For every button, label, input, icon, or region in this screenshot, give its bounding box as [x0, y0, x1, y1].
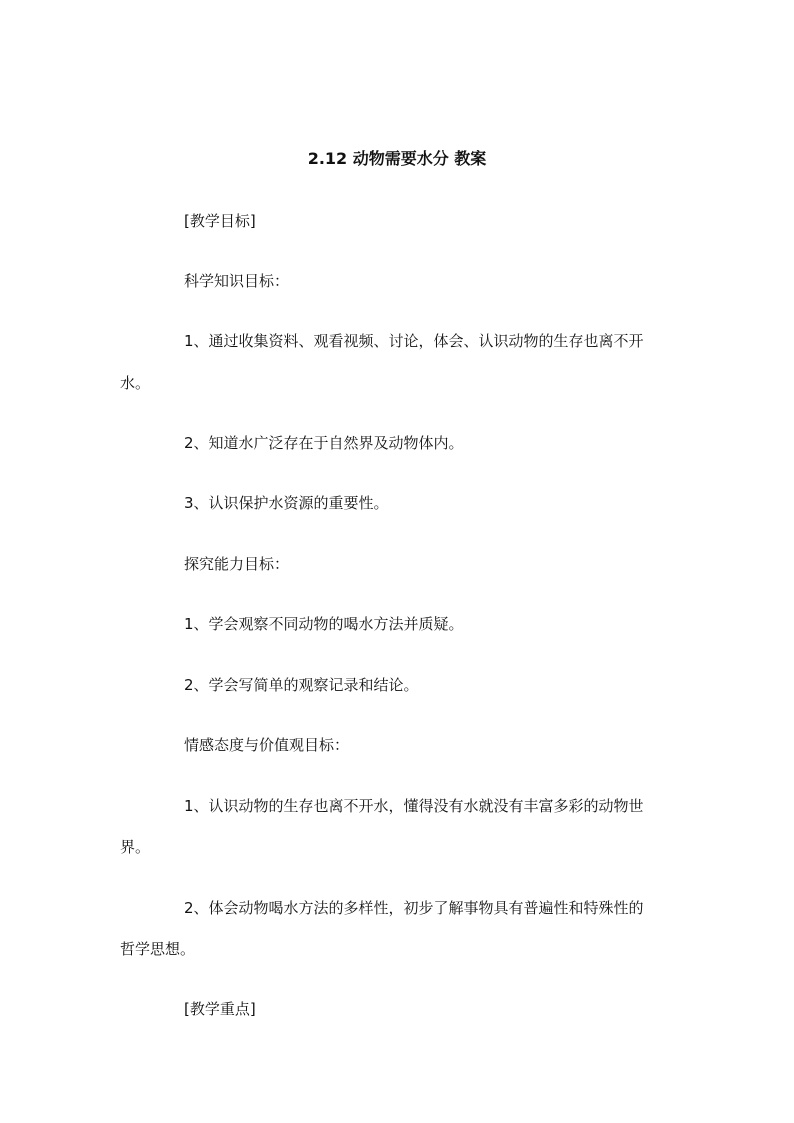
inquiry-item-1: 1、学会观察不同动物的喝水方法并质疑。: [184, 615, 464, 633]
knowledge-item-1-line1: 1、通过收集资料、观看视频、讨论，体会、认识动物的生存也离不开: [184, 332, 644, 350]
document-title: 2.12 动物需要水分 教案: [307, 149, 487, 168]
key-points-heading: [教学重点]: [184, 1000, 256, 1018]
emotion-item-1-line2: 界。: [120, 838, 151, 856]
objectives-heading: [教学目标]: [184, 212, 256, 230]
emotion-item-1-line1: 1、认识动物的生存也离不开水，懂得没有水就没有丰富多彩的动物世: [184, 797, 644, 815]
knowledge-item-2: 2、知道水广泛存在于自然界及动物体内。: [184, 434, 464, 452]
emotion-item-2-line2: 哲学思想。: [120, 940, 196, 958]
inquiry-item-2: 2、学会写简单的观察记录和结论。: [184, 676, 419, 694]
emotion-heading: 情感态度与价值观目标：: [184, 736, 350, 754]
inquiry-heading: 探究能力目标：: [184, 555, 290, 573]
emotion-item-2-line1: 2、体会动物喝水方法的多样性，初步了解事物具有普遍性和特殊性的: [184, 899, 644, 917]
knowledge-item-3: 3、认识保护水资源的重要性。: [184, 494, 389, 512]
knowledge-heading: 科学知识目标：: [184, 272, 290, 290]
knowledge-item-1-line2: 水。: [120, 374, 151, 392]
